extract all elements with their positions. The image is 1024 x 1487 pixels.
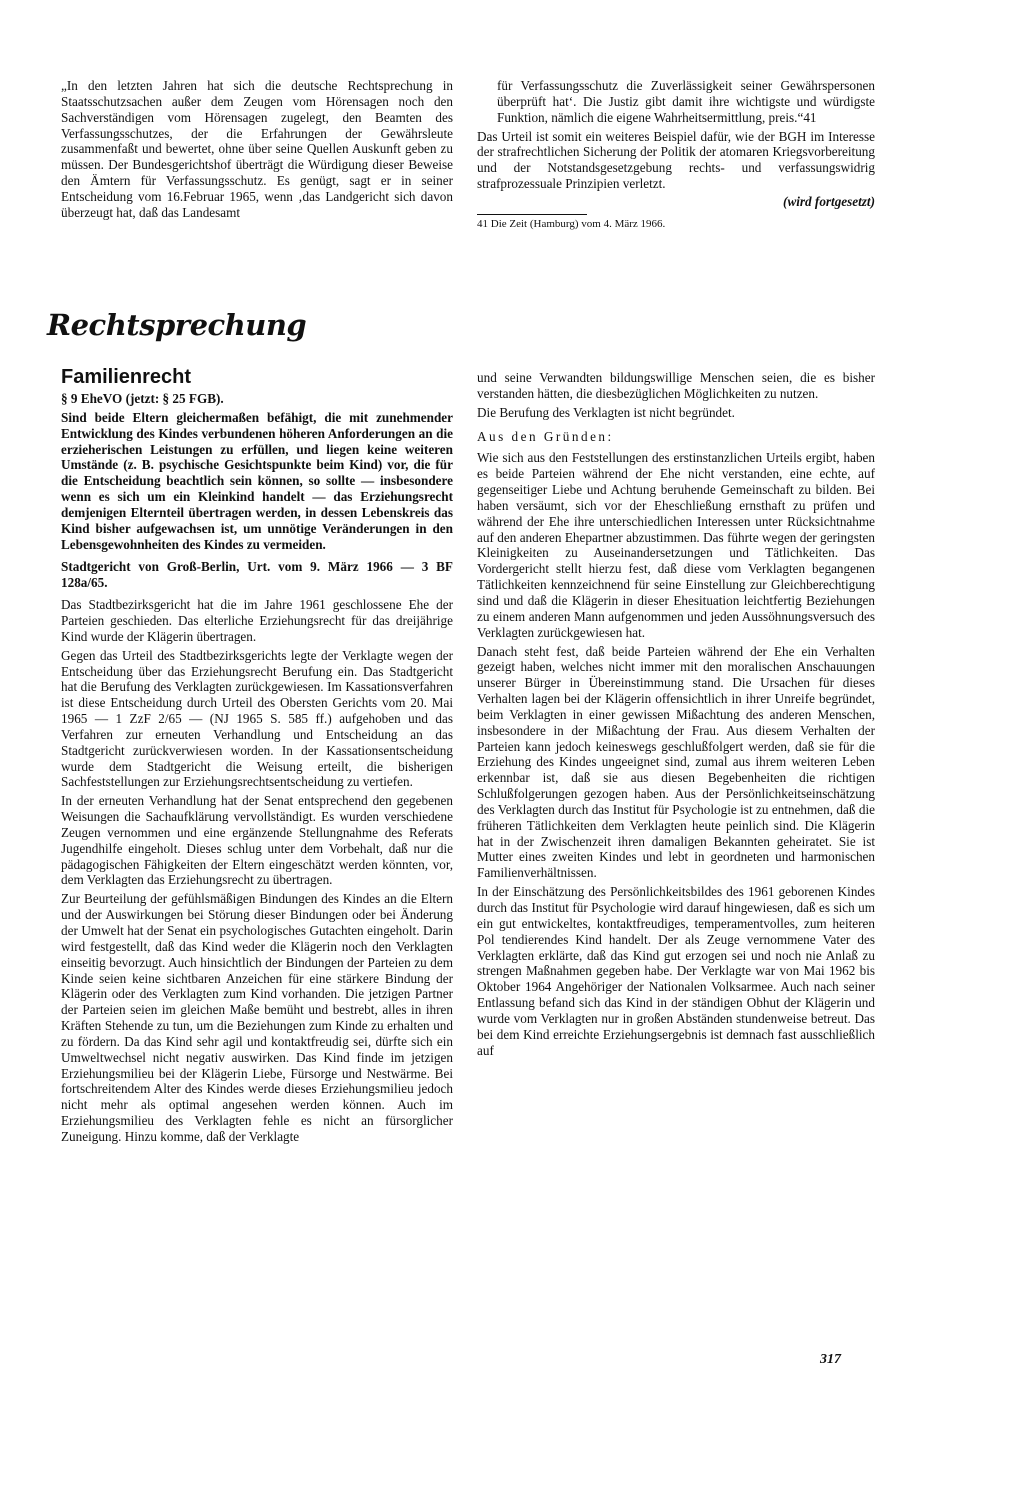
- appeal-decision: Die Berufung des Verklagten ist nicht begründet.: [477, 404, 735, 420]
- top-right-column: [477, 78, 875, 231]
- court-citation: Stadtgericht von Groß-Berlin, Urt. vom 9. März 1966 — 3 BF 128a/65.: [61, 559, 453, 591]
- body-paragraph: Gegen das Urteil des Stadtbezirksgerichts legte der Verklagte wegen der Entscheidung über das Erziehungsrecht Berufung ein. Das Stadtgericht hat die Berufung des Verklagten zurückgewiesen. Im Kassationsverfahren ist diese Entscheidung durch Urteil des Obersten Gerichts vom 20. Mai 1965 — 1 ZzF 2/65 — (NJ 1965 S. 585 ff.) aufgehoben und das Verfahren zur erneuten Verhandlung und Entscheidung an das Stadtgericht zurückverwiesen worden. In der Kassationsentscheidung wurde dem Stadtgericht die Weisung erteilt, die bisherigen Sachfeststellungen zur Erziehungsrechtsentscheidung zu vertiefen.: [61, 647, 453, 790]
- quote-continuation: für Verfassungsschutz die Zuverlässigkeit seiner Gewährspersonen überprüft hat‘. Die Justiz gibt damit ihre wichtigste und würdigste Funktion, nämlich die eigene Wahrheitsermittlung, preis.“41: [497, 78, 875, 125]
- body-paragraph: Zur Beurteilung der gefühlsmäßigen Bindungen des Kindes an die Eltern und der Auswirkungen bei Störung dieser Bindungen oder bei Änderung der Umwelt hat der Senat ein psychologisches Gutachten eingeholt. Darin wird festgestellt, daß das Kind weder die Klägerin noch den Verklagten einseitig bevorzugt. Auch hinsichtlich der Bindungen der Parteien zu dem Kinde seien keine sichtbaren Anzeichen für eine stärkere Bindung der Klägerin oder des Verklagten zum Kind vorhanden. Die jetzigen Partner der Parteien seien im gleichen Maße bemüht und bestrebt, alles in ihren Kräften Stehende zu tun, um die Beziehungen zum Kinde zu erhalten und zu fördern. Da das Kind sehr agil und kontaktfreudig sei, dürfte sich ein Umweltwechsel nicht negativ auswirken. Das Kind finde im jetzigen Erziehungsmilieu bei der Klägerin Liebe, Fürsorge und Nestwärme. Bei fortschreitendem Alter des Kindes werde dieses Erziehungsmilieu jedoch nicht mehr als optimal angesehen werden können. Auch im Erziehungsmilieu des Verklagten fehle es nicht an fürsorglicher Zuneigung. Hinzu komme, daß der Verklagte: [61, 891, 453, 1144]
- quote-paragraph: „In den letzten Jahren hat sich die deutsche Rechtsprechung in Staatsschutzsachen außer dem Zeugen vom Hörensagen noch den Sachverständigen vom Hörensagen zugelegt, den Beamten des Verfassungsschutzes, der die Erfahrungen der Gewährsleute zusammenfaßt und bewertet, ohne über seine Quellen Auskunft geben zu müssen. Der Bundesgerichtshof überträgt die Würdigung dieser Beweise den Ämtern für Verfassungsschutz. Es genügt, sagt er in seiner Entscheidung vom 16.Februar 1965, wenn ‚das Landgericht sich davon überzeugt hat, daß das Landesamt: [61, 78, 453, 220]
- right-column: [477, 370, 875, 1058]
- conclusion-paragraph: Das Urteil ist somit ein weiteres Beispiel dafür, wie der BGH im Interesse der strafrechtlichen Sicherung der Politik der atomaren Kriegsvorbereitung und der Notstandsgesetzgebung rechts- und verfassungswidrig strafprozessuale Prinzipien verletzt.: [477, 128, 875, 192]
- body-paragraph: In der erneuten Verhandlung hat der Senat entsprechend den gegebenen Weisungen die Sachaufklärung vervollständigt. Es wurden verschiedene Zeugen vernommen und eine ergänzende Stellungnahme des Referats Jugendhilfe eingeholt. Dieses schlug unter dem Vorbehalt, daß nur die pädagogischen Fähigkeiten der Eltern eingeschätzt werden könnten, vor, dem Verklagten das Erziehungsrecht zu übertragen.: [61, 793, 453, 888]
- footnote-divider: [477, 214, 587, 215]
- statute-reference: § 9 EheVO (jetzt: § 25 FGB).: [61, 391, 224, 406]
- body-paragraph: Das Stadtbezirksgericht hat die im Jahre 1961 geschlossene Ehe der Parteien geschieden. Das elterliche Erziehungsrecht für das dreijährige Kind wurde der Klägerin übertragen.: [61, 597, 453, 644]
- continued-note: (wird fortgesetzt): [783, 193, 875, 209]
- headnote: Sind beide Eltern gleichermaßen befähigt, die mit zunehmender Entwicklung des Kindes verbundenen höheren Anforderungen an die erzieherischen Leistungen zu erfüllen, und liegen keine weiteren Umstände (z. B. psychische Gesichtspunkte beim Kind) vor, die für die Entscheidung beachtlich sein können, so sollte — insbesondere wenn es sich um ein Kleinkind handelt — das Erziehungsrecht demjenigen Elternteil übertragen werden, in dessen Lebenskreis das Kind bisher aufgewachsen ist, um unnötige Veränderungen in den Lebensgewohnheiten des Kindes zu vermeiden.: [61, 409, 453, 552]
- footnote: 41 Die Zeit (Hamburg) vom 4. März 1966.: [477, 217, 666, 230]
- continuation-paragraph: und seine Verwandten bildungswillige Menschen seien, die es bisher verstanden hätten, die diesbezüglichen Möglichkeiten zu nutzen.: [477, 370, 875, 401]
- left-column: [61, 366, 453, 1145]
- section-heading: Rechtsprechung: [47, 308, 307, 342]
- page-number: 317: [820, 1352, 841, 1367]
- top-left-column: [61, 78, 453, 221]
- subheading: Familienrecht: [61, 366, 192, 388]
- body-paragraph: In der Einschätzung des Persönlichkeitsbildes des 1961 geborenen Kindes durch das Institut für Psychologie wird darauf hingewiesen, daß es sich um ein gut entwickeltes, kontaktfreudiges, temperamentvolles, zum heiteren Pol tendierendes Kind handelt. Der als Zeuge vernommene Vater des Verklagten erklärte, daß das Kind gut erzogen sei und noch nie Anlaß zu strengen Maßnahmen gegeben habe. Der Verklagte war von Mai 1962 bis Oktober 1964 Angehöriger der Nationalen Volksarmee. Auch nach seiner Entlassung befand sich das Kind in der ständigen Obhut der Klägerin und wurde vom Verklagten nur in großen Abständen stundenweise betreut. Das bei dem Kind erreichte Erziehungsergebnis ist demnach fast ausschließlich auf: [477, 884, 875, 1058]
- body-paragraph: Danach steht fest, daß beide Parteien während der Ehe ein Verhalten gezeigt haben, welches nicht immer mit den moralischen Anschauungen unserer Bürger in Übereinstimmung stand. Die Ursachen für dieses Verhalten lagen bei der Klägerin offensichtlich in ihrer Unreife begründet, beim Verklagten in einer gewissen Mißachtung des anderen Menschen, insbesondere in der Mißachtung der Frau. Aus diesem Verhalten der Parteien kann jedoch keineswegs geschlußfolgert werden, daß sie für die Erziehung des Kindes ungeeignet sind, zumal aus ihrem weiteren Leben erkennbar ist, daß sie aus diesen Begebenheiten die richtigen Schlußfolgerungen gezogen haben. Aus der Persönlichkeitseinschätzung des Verklagten durch das Institut für Psychologie ist zu entnehmen, daß die früheren Tätlichkeiten dem Verklagten heute peinlich sind. Die Klägerin hat in der Zwischenzeit ihren damaligen Bekannten geheiratet. Sie ist Mutter eines zweiten Kindes und lebt in geordneten und harmonischen Familienverhältnissen.: [477, 643, 875, 881]
- body-paragraph: Wie sich aus den Feststellungen des erstinstanzlichen Urteils ergibt, haben es beide Parteien während der Ehe nicht verstanden, eine echte, auf gegenseitiger Liebe und Achtung beruhende Gemeinschaft zu bilden. Bei haben versäumt, sich vor der Eheschließung ernsthaft zu prüfen und während der Ehe ihre unterschiedlichen Interessen unter Rücksichtnahme auf den anderen Ehepartner abzustimmen. Das führte wegen der geringsten Kleinigkeiten zu Auseinandersetzungen und Tätlichkeiten. Das Vordergericht stellt hierzu fest, daß diese vom Verklagten begangenen Tätlichkeiten kennzeichnend für seine Einstellung zur Gleichberechtigung sind und daß die Klägerin in dieser Ehesituation leichtfertig Beziehungen zu einem anderen Mann aufgenommen und jeden Aussöhnungsversuch des Verklagten zurückgewiesen hat.: [477, 450, 875, 640]
- reasons-heading: Aus den Gründen:: [477, 428, 614, 444]
